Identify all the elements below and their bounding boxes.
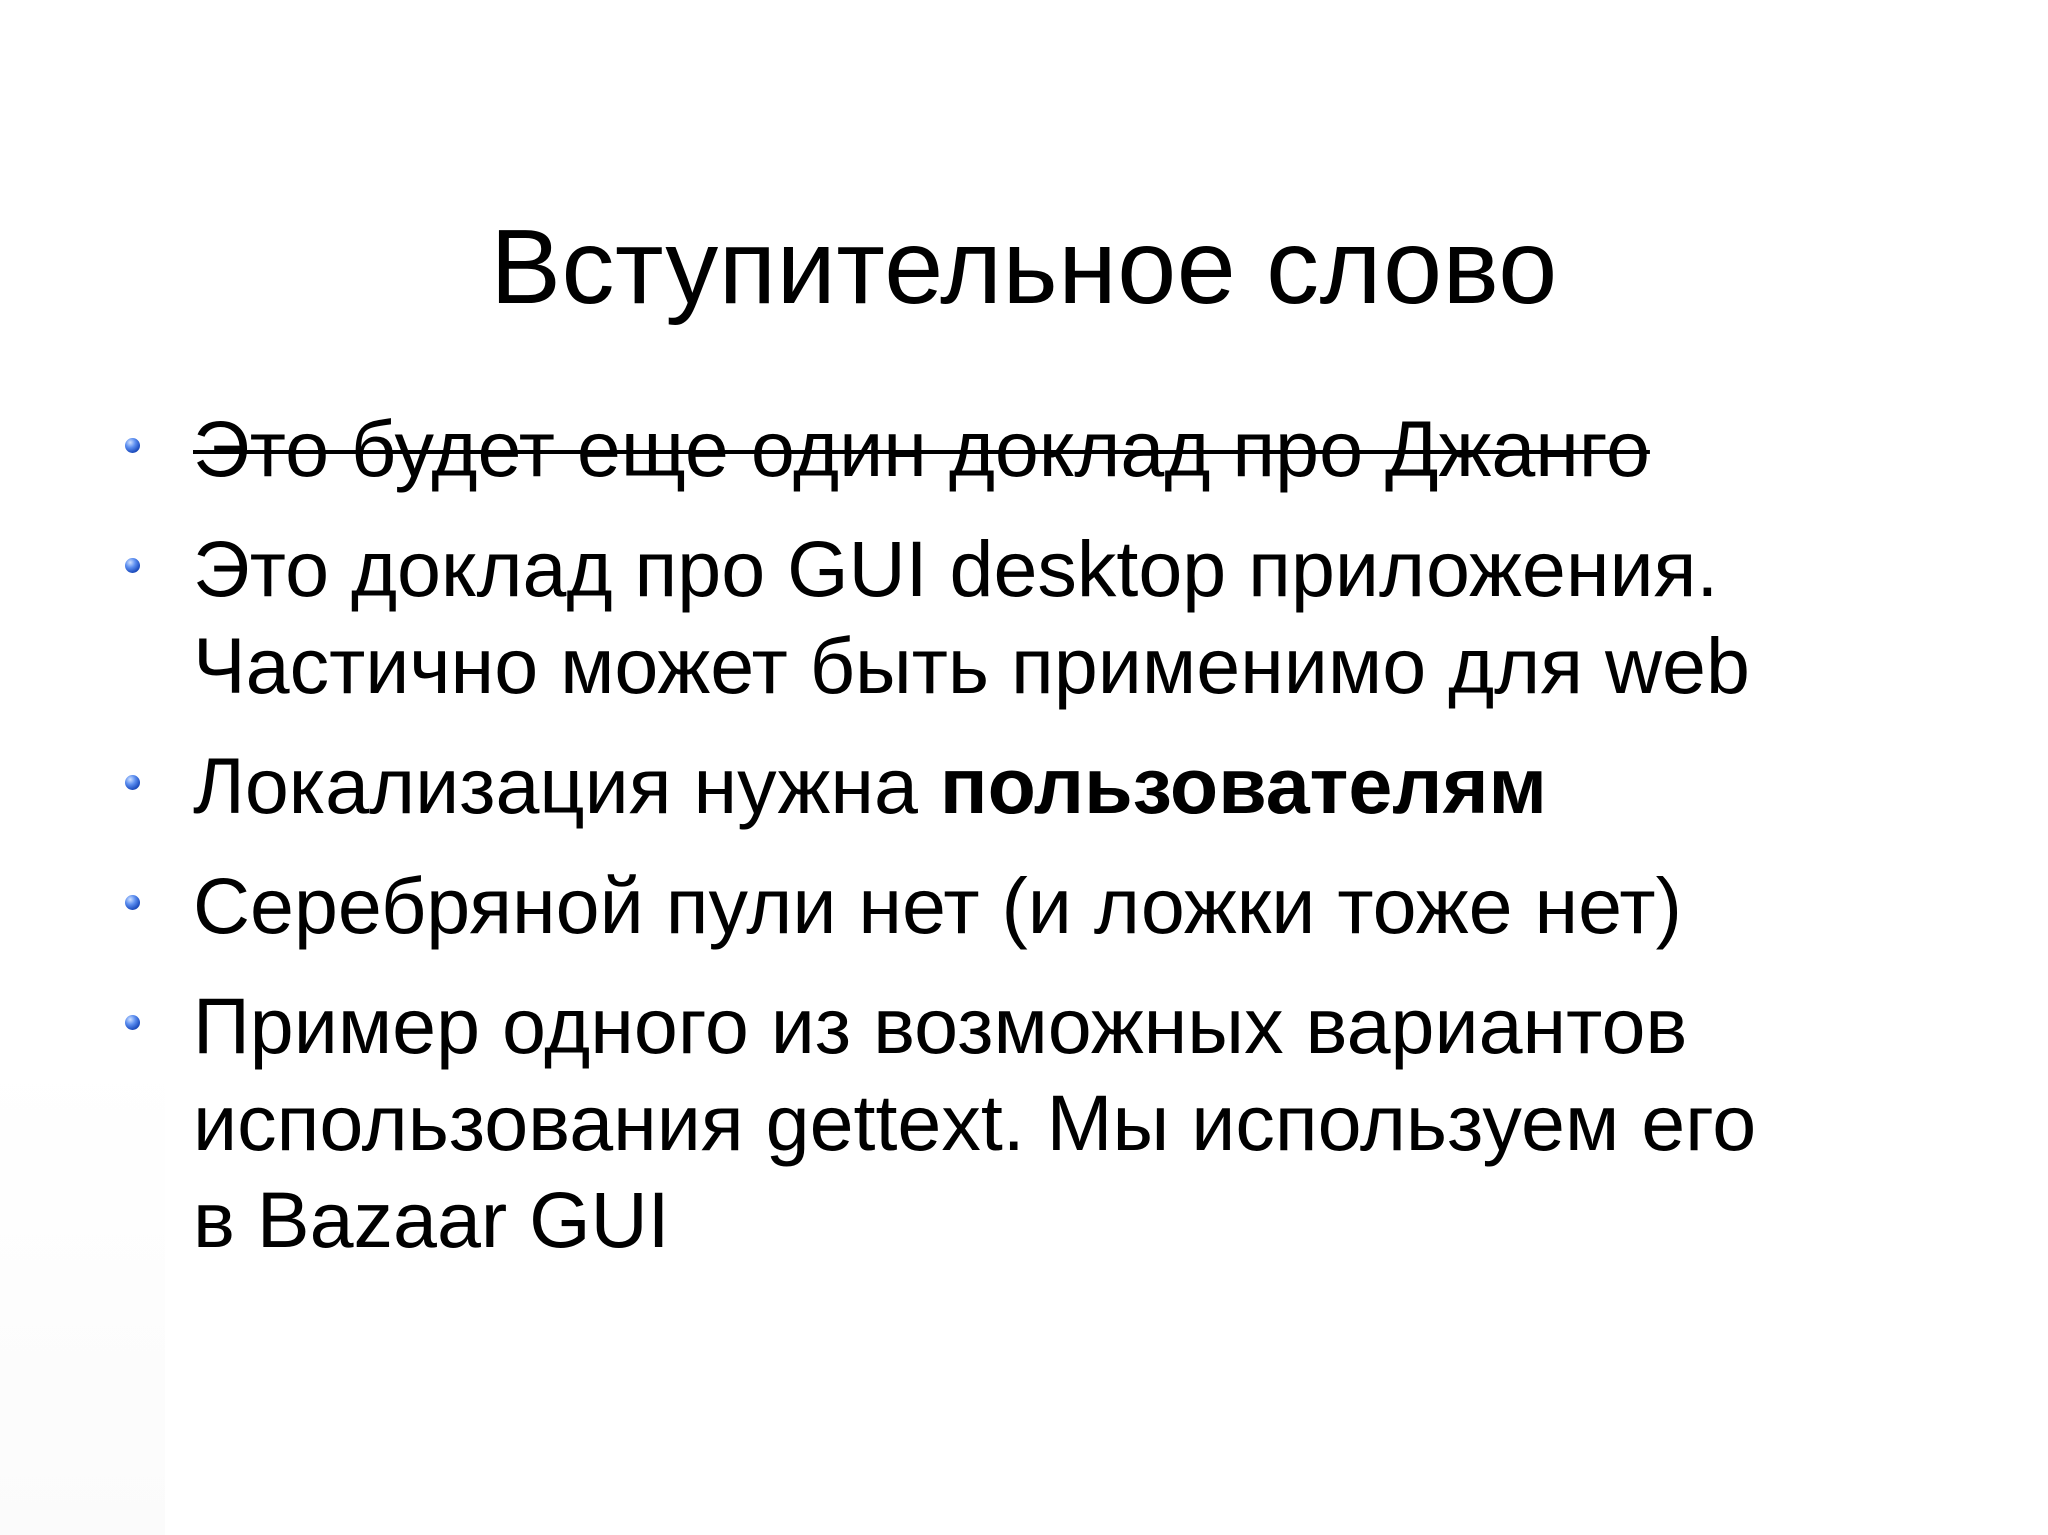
bullet-item-gui-desktop [0,520,2048,714]
bullet-text-line: Частично может быть применимо для web [193,621,1750,710]
bullet-list [0,400,2048,1291]
blue-sphere-bullet-icon [125,438,140,453]
bullet-text-line: Пример одного из возможных вариантов [193,981,1688,1070]
blue-sphere-bullet-icon [125,895,140,910]
bullet-item-gettext-example [0,977,2048,1268]
bullet-text-line: использования gettext. Мы используем его [193,1078,1757,1167]
blue-sphere-bullet-icon [125,1015,140,1030]
bullet-text-line: Это доклад про GUI desktop приложения. [193,524,1719,613]
slide-title: Вступительное слово [490,208,1558,327]
bullet-text-line: Серебряной пули нет (и ложки тоже нет) [193,861,1682,950]
bullet-text-line [193,737,1968,834]
bullet-text-prefix: Локализация нужна [193,741,940,830]
bullet-item-silver-bullet [0,857,2048,954]
blue-sphere-bullet-icon [125,775,140,790]
bullet-item-django [0,400,2048,497]
bullet-text-emphasis: пользователям [939,741,1547,830]
bullet-item-localization-users [0,737,2048,834]
bullet-text-struck: Это будет еще один доклад про Джанго [193,404,1650,493]
bullet-text-line: в Bazaar GUI [193,1175,670,1264]
blue-sphere-bullet-icon [125,558,140,573]
